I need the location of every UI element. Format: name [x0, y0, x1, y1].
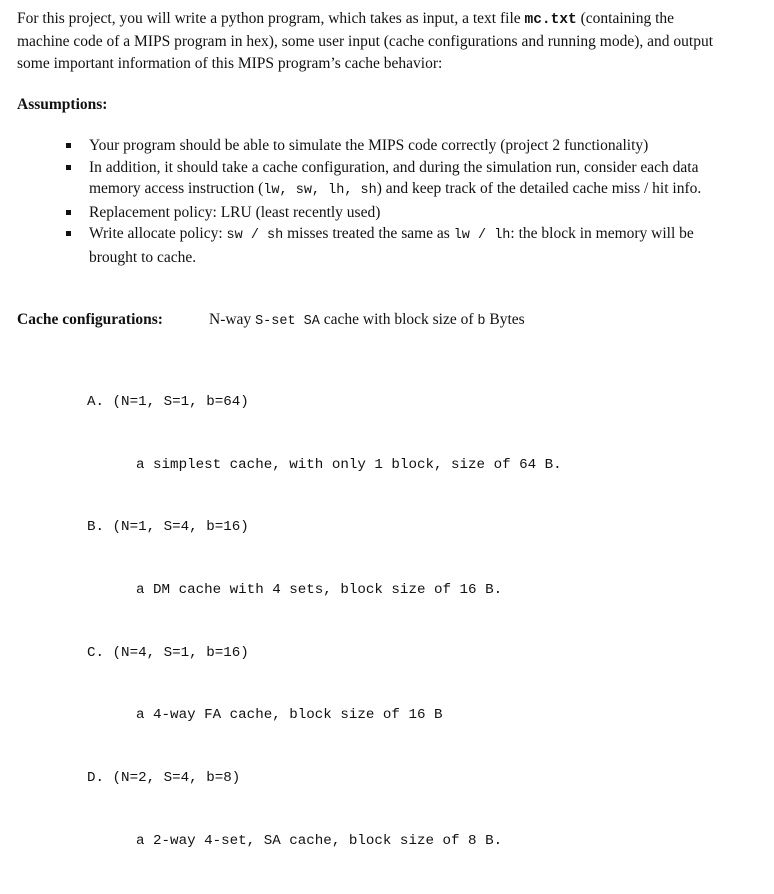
- assumption-write-allocate: Write allocate policy:: [89, 225, 227, 242]
- config-b-label: B. (N=1, S=4, b=16): [87, 519, 249, 536]
- store-instructions-code: sw / sh: [226, 228, 284, 243]
- list-item: [66, 202, 706, 224]
- bullet-square-icon: [66, 143, 71, 148]
- cache-desc-code-1: S-set SA: [255, 314, 320, 329]
- config-a-label: A. (N=1, S=1, b=64): [87, 393, 249, 410]
- load-instructions-code: lw / lh: [453, 228, 511, 243]
- assumption-cache-tracking: In addition, it should take a cache configuration, and during the simulation run, consider each data memory access instruction (: [89, 158, 699, 197]
- cache-configurations-heading: Cache configurations:: [17, 311, 163, 328]
- assumption-replacement-policy: Replacement policy: LRU (least recently used): [89, 203, 381, 221]
- assumption-simulation: Your program should be able to simulate the MIPS code correctly (project 2 functionality): [89, 137, 649, 154]
- list-item: [66, 135, 706, 157]
- config-a-description: a simplest cache, with only 1 block, size of 64 B.: [136, 456, 562, 473]
- cache-desc-text-2: cache with block size of: [319, 311, 478, 328]
- assumption-write-allocate-mid: misses treated the same as: [283, 225, 454, 242]
- bullet-square-icon: [66, 231, 71, 236]
- cache-desc-text-3: Bytes: [485, 311, 525, 328]
- list-item: [66, 223, 706, 268]
- memory-instructions-code: lw, sw, lh, sh: [263, 183, 377, 198]
- assumptions-list: [66, 135, 706, 268]
- input-filename: mc.txt: [524, 12, 577, 28]
- config-d-description: a 2-way 4-set, SA cache, block size of 8 B.: [136, 832, 503, 849]
- config-c-label: C. (N=4, S=1, b=16): [87, 644, 249, 661]
- cache-desc-code-2: b: [477, 314, 486, 329]
- config-list: [87, 350, 562, 894]
- intro-text-2: (containing the machine code of a MIPS program in hex), some user input (cache configurations and running mode), and output some important information of this MIPS program’s cache behavior:: [17, 10, 714, 72]
- assumptions-heading: Assumptions:: [17, 96, 108, 113]
- list-item: [66, 157, 706, 202]
- assumption-cache-tracking-end: ) and keep track of the detailed cache miss / hit info.: [376, 180, 702, 197]
- intro-text-1: For this project, you will write a python program, which takes as input, a text file: [17, 10, 525, 27]
- cache-description: [209, 309, 525, 333]
- bullet-square-icon: [66, 165, 71, 170]
- config-d-label: D. (N=2, S=4, b=8): [87, 770, 241, 787]
- intro-paragraph: [17, 8, 717, 75]
- cache-desc-text-1: N-way: [209, 311, 256, 328]
- config-c-description: a 4-way FA cache, block size of 16 B: [136, 707, 443, 724]
- assumption-write-allocate-end: : the block in memory will be brought to cache.: [89, 225, 694, 266]
- bullet-square-icon: [66, 210, 71, 215]
- config-b-description: a DM cache with 4 sets, block size of 16 B.: [136, 581, 503, 598]
